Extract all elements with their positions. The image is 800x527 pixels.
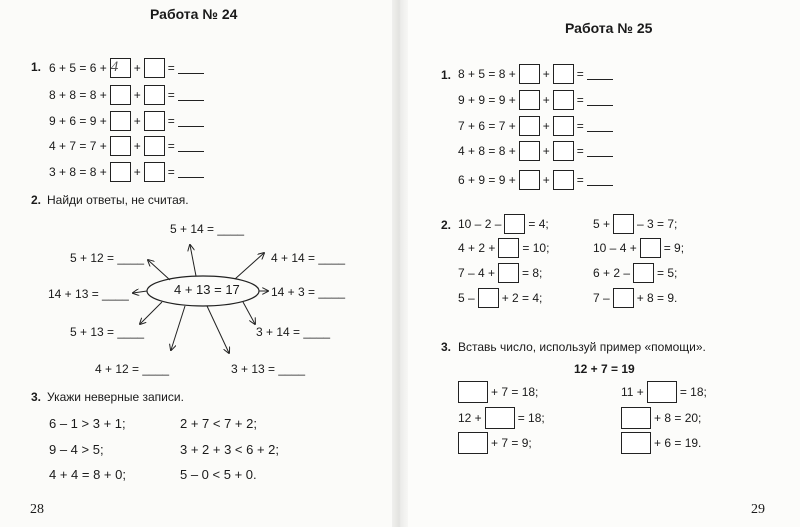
answer-box[interactable] [519, 141, 540, 161]
expression-text: + 2 = 4; [501, 291, 543, 305]
left-task3-number: 3. [31, 390, 42, 404]
expression-text: = [576, 144, 584, 158]
inequality: 6 – 1 > 3 + 1; [49, 416, 126, 431]
expression-text: + 6 = 19. [654, 436, 702, 450]
expression-text: 4 + 2 + [458, 241, 496, 255]
equation-row [458, 432, 532, 454]
expression-text: 10 – 4 + [593, 241, 637, 255]
equation-row [458, 381, 538, 403]
right-task1-number: 1. [441, 68, 452, 82]
arrows-diagram [0, 0, 400, 380]
equation-row [458, 288, 542, 308]
diagram-item: 14 + 3 = ____ [271, 285, 346, 299]
expression-text: + [133, 88, 141, 102]
expression-text: 9 + 6 = 9 + [49, 114, 107, 128]
expression-text: – 3 = 7; [637, 217, 678, 231]
arrow-down-left-2 [171, 306, 185, 350]
expression-text: 6 + 9 = 9 + [458, 173, 516, 187]
helper-example: 12 + 7 = 19 [574, 362, 635, 376]
expression-text: = 18; [679, 385, 707, 399]
diagram-item: 3 + 13 = ____ [231, 362, 306, 376]
expression-text: 7 – [593, 291, 610, 305]
equation-row [458, 214, 549, 234]
equation-row [458, 64, 613, 84]
arrow-up-right [235, 253, 264, 279]
expression-text: 4 + 8 = 8 + [458, 144, 516, 158]
expression-text: = [167, 139, 175, 153]
diagram-item: 5 + 14 = ____ [170, 222, 245, 236]
equation-row [458, 116, 613, 136]
answer-box[interactable] [504, 214, 525, 234]
expression-text: + [542, 67, 550, 81]
expression-text: = [167, 114, 175, 128]
right-task2-number: 2. [441, 218, 452, 232]
expression-text: = [576, 173, 584, 187]
expression-text: 10 – 2 – [458, 217, 502, 231]
expression-text: 4 + 7 = 7 + [49, 139, 107, 153]
inequality: 5 – 0 < 5 + 0. [180, 467, 257, 482]
answer-line[interactable] [587, 94, 613, 106]
answer-line[interactable] [587, 145, 613, 157]
answer-box[interactable] [640, 238, 661, 258]
expression-text: = 10; [522, 241, 550, 255]
expression-text: + 8 = 9. [636, 291, 678, 305]
answer-box[interactable] [621, 407, 651, 429]
diagram-item: 5 + 12 = ____ [70, 251, 145, 265]
expression-text: + [542, 173, 550, 187]
answer-box[interactable] [498, 238, 519, 258]
right-page-number: 29 [751, 502, 765, 517]
equation-row [458, 90, 613, 110]
equation-row [621, 432, 701, 454]
expression-text: + 7 = 18; [491, 385, 539, 399]
diagram-item: 3 + 14 = ____ [256, 325, 331, 339]
expression-text: = 18; [517, 411, 545, 425]
answer-box[interactable] [621, 432, 651, 454]
equation-row [593, 238, 684, 258]
expression-text: 6 + 5 = 6 + [49, 61, 107, 75]
expression-text: + [542, 119, 550, 133]
diagram-item: 4 + 14 = ____ [271, 251, 346, 265]
center-equation: 4 + 13 = 17 [174, 282, 240, 297]
diagram-item: 4 + 12 = ____ [95, 362, 170, 376]
expression-text: + [133, 139, 141, 153]
equation-row [458, 141, 613, 161]
diagram-item: 14 + 13 = ____ [48, 287, 129, 301]
expression-text: + [133, 61, 141, 75]
answer-box[interactable] [633, 263, 654, 283]
equation-row [621, 407, 701, 429]
expression-text: = [167, 61, 175, 75]
arrow-down-right [207, 306, 229, 353]
answer-box[interactable] [553, 64, 574, 84]
inequality: 2 + 7 < 7 + 2; [180, 416, 257, 431]
arrow-down-right-2 [243, 302, 255, 324]
expression-text: + [542, 144, 550, 158]
inequality: 4 + 4 = 8 + 0; [49, 467, 126, 482]
expression-text: 5 + [593, 217, 611, 231]
answer-box[interactable] [553, 141, 574, 161]
left-page-number: 28 [30, 502, 44, 517]
equation-row [593, 263, 677, 283]
answer-line[interactable] [587, 68, 613, 80]
expression-text: 11 + [621, 385, 644, 399]
right-task3-number: 3. [441, 340, 452, 354]
left-task2-number: 2. [31, 193, 42, 207]
equation-row [593, 288, 677, 308]
diagram-item: 5 + 13 = ____ [70, 325, 145, 339]
answer-box[interactable] [647, 381, 677, 403]
equation-row [458, 407, 545, 429]
expression-text: = 8; [522, 266, 543, 280]
answer-line[interactable] [587, 174, 613, 186]
expression-text: 8 + 8 = 8 + [49, 88, 107, 102]
expression-text: 7 + 6 = 7 + [458, 119, 516, 133]
left-task3-text: Укажи неверные записи. [47, 390, 184, 404]
expression-text: = [167, 88, 175, 102]
expression-text: + 8 = 20; [654, 411, 702, 425]
expression-text: 5 – [458, 291, 475, 305]
expression-text: 9 + 9 = 9 + [458, 93, 516, 107]
expression-text: = [167, 165, 175, 179]
answer-box[interactable] [478, 288, 499, 308]
arrow-up-left [148, 260, 170, 280]
expression-text: = [576, 93, 584, 107]
expression-text: + [133, 114, 141, 128]
inequality: 3 + 2 + 3 < 6 + 2; [180, 442, 280, 457]
answer-box[interactable] [485, 407, 515, 429]
answer-box[interactable] [519, 90, 540, 110]
answer-box[interactable] [553, 90, 574, 110]
answer-box[interactable] [519, 170, 540, 190]
equation-row [458, 170, 613, 190]
expression-text: 3 + 8 = 8 + [49, 165, 107, 179]
expression-text: = [576, 119, 584, 133]
expression-text: 8 + 5 = 8 + [458, 67, 516, 81]
answer-line[interactable] [587, 120, 613, 132]
expression-text: 6 + 2 – [593, 266, 631, 280]
left-task1-number: 1. [31, 60, 42, 74]
answer-box[interactable] [519, 116, 540, 136]
expression-text: + 7 = 9; [491, 436, 532, 450]
right-page-title: Работа № 25 [565, 20, 653, 36]
answer-box[interactable] [519, 64, 540, 84]
expression-text: = 5; [657, 266, 678, 280]
equation-row [458, 263, 542, 283]
inequality: 9 – 4 > 5; [49, 442, 104, 457]
left-page-title: Работа № 24 [150, 6, 238, 22]
answer-box[interactable] [458, 381, 488, 403]
expression-text: + [542, 93, 550, 107]
arrow-down-left [140, 302, 162, 324]
left-task2-text: Найди ответы, не считая. [47, 193, 189, 207]
answer-box[interactable]: 4 [110, 58, 131, 78]
expression-text: = 4; [528, 217, 549, 231]
answer-box[interactable] [498, 263, 519, 283]
equation-row [458, 238, 549, 258]
answer-box[interactable] [553, 116, 574, 136]
answer-box[interactable] [613, 214, 634, 234]
expression-text: = 9; [663, 241, 685, 255]
expression-text: + [133, 165, 141, 179]
expression-text: 12 + [458, 411, 482, 425]
right-task3-text: Вставь число, используй пример «помощи». [458, 340, 706, 354]
equation-row [621, 381, 707, 403]
expression-text: 7 – 4 + [458, 266, 496, 280]
answer-box[interactable] [458, 432, 488, 454]
answer-box[interactable] [613, 288, 634, 308]
arrow-up [190, 245, 196, 276]
answer-box[interactable] [553, 170, 574, 190]
expression-text: = [576, 67, 584, 81]
arrow-left [133, 291, 147, 293]
equation-row [593, 214, 677, 234]
